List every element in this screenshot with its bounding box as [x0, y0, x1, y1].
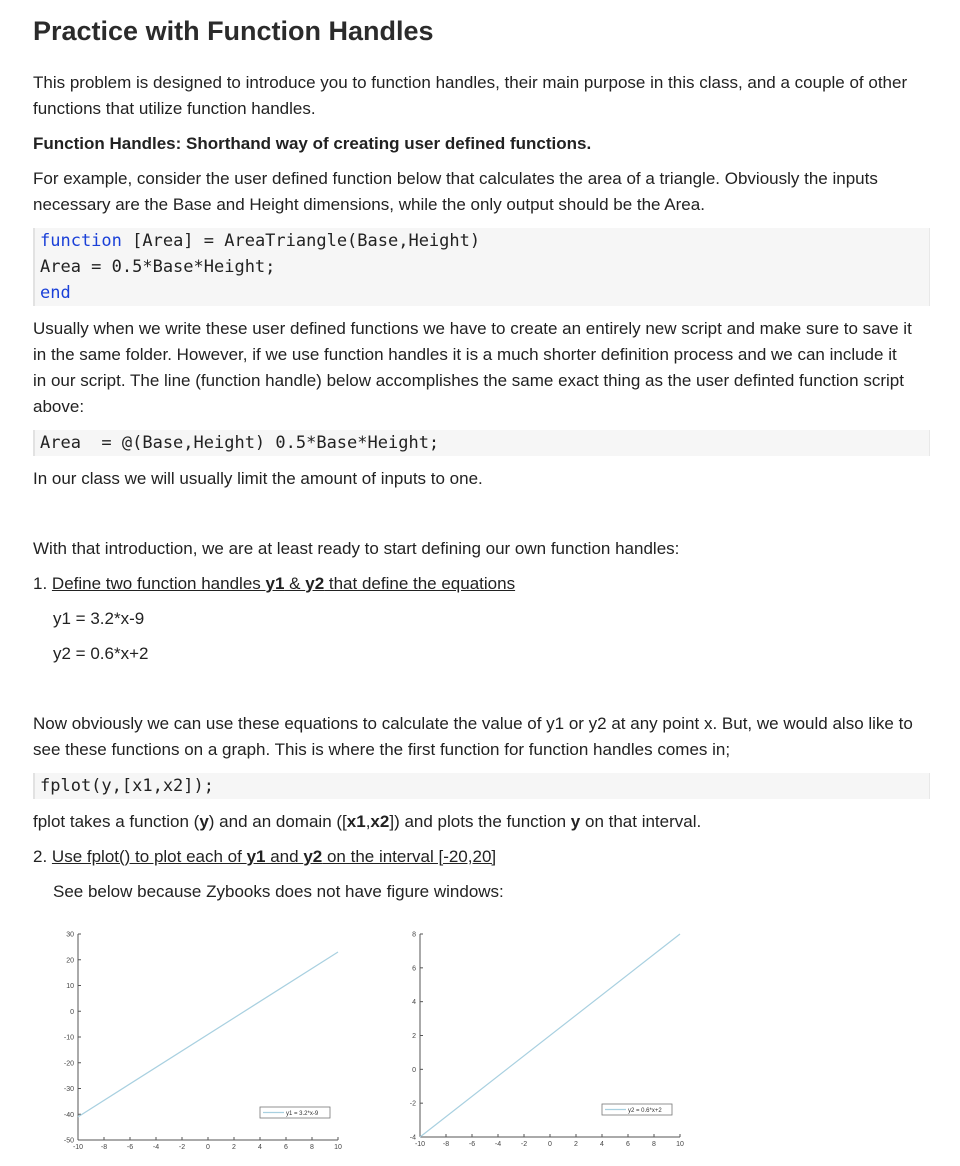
y-tick-label: 20 [66, 957, 74, 965]
step-number: 1. [33, 574, 48, 593]
y-tick-label: -2 [409, 1100, 416, 1108]
y-tick-label: 2 [412, 1033, 416, 1040]
x-tick-label: -6 [126, 1144, 134, 1151]
inputs-paragraph: In our class we will usually limit the amount of inputs to one. [33, 469, 483, 488]
var-y2: y2 [303, 847, 323, 866]
x-tick-label: -6 [468, 1141, 476, 1148]
y-tick-label: 6 [412, 965, 416, 973]
x-tick-label: 4 [258, 1144, 262, 1151]
code-line: [Area] = AreaTriangle(Base,Height) [121, 231, 481, 251]
x-tick-label: 8 [652, 1141, 656, 1148]
see-below-note: See below because Zybooks does not have figure windows: [53, 882, 504, 901]
x-tick-label: 4 [600, 1141, 604, 1148]
y-tick-label: 10 [66, 983, 74, 990]
var-y1: y1 [246, 847, 266, 866]
x-tick-label: -2 [520, 1141, 528, 1148]
x-tick-label: 10 [676, 1141, 684, 1148]
var-x1: x1 [346, 812, 366, 831]
x-tick-label: -10 [72, 1144, 84, 1151]
keyword-end: end [40, 283, 71, 303]
page-title: Practice with Function Handles [33, 16, 434, 46]
text: ) and an domain ([ [208, 812, 347, 831]
code-block-fplot: fplot(y,[x1,x2]); [33, 773, 930, 799]
equation-y2: y2 = 0.6*x+2 [53, 644, 149, 663]
code-line: Area = 0.5*Base*Height; [40, 257, 276, 277]
x-tick-label: 2 [574, 1141, 578, 1148]
y-tick-label: -20 [63, 1060, 74, 1068]
y-tick-label: 0 [412, 1066, 416, 1074]
x-tick-label: 8 [310, 1144, 314, 1151]
ready-paragraph: With that introduction, we are at least ready to start defining our own function handles: [33, 539, 680, 558]
y-tick-label: -4 [409, 1134, 416, 1142]
section-heading: Function Handles: Shorthand way of creating user defined functions. [33, 134, 592, 153]
graph-paragraph: Now obviously we can use these equations to calculate the value of y1 or y2 at any point x. But, we would also like to see these functions on a graph. This is where the first function for function handles comes in; [33, 714, 913, 759]
step-2 [33, 844, 913, 870]
y-tick-label: -30 [63, 1086, 74, 1093]
step-text: Use fplot() to plot each of [51, 847, 247, 866]
legend-label: y2 = 0.6*x+2 [628, 1108, 662, 1114]
x-tick-label: 0 [206, 1144, 210, 1151]
legend-label: y1 = 3.2*x-9 [286, 1111, 319, 1117]
text: on that interval. [580, 812, 702, 831]
keyword-function: function [40, 231, 122, 251]
step-1-instruction [52, 574, 515, 593]
var-x2: x2 [370, 812, 390, 831]
fplot-figures [0, 920, 960, 1166]
example-paragraph: For example, consider the user defined function below that calculates the area of a triangle. Obviously the inputs necessary are the Base and Height dimensions, while the only output should be the Area. [33, 169, 878, 214]
x-tick-label: 10 [334, 1144, 342, 1151]
x-tick-label: 2 [232, 1144, 236, 1151]
y-tick-label: 4 [412, 999, 416, 1007]
intro-paragraph: This problem is designed to introduce you to function handles, their main purpose in this class, and a couple of other functions that utilize function handles. [33, 73, 908, 118]
equation-y1: y1 = 3.2*x-9 [53, 609, 145, 628]
x-tick-label: -4 [152, 1144, 160, 1151]
x-tick-label: 0 [548, 1141, 552, 1148]
text: fplot takes a function ( [33, 812, 200, 831]
x-tick-label: -2 [178, 1144, 186, 1151]
text: , [365, 812, 371, 831]
step-text: on the interval [-20,20] [322, 847, 497, 866]
var-y1: y1 [265, 574, 285, 593]
series-line [78, 952, 338, 1117]
x-tick-label: -8 [442, 1141, 450, 1148]
step-2-instruction [52, 847, 496, 866]
var-y2: y2 [305, 574, 325, 593]
x-tick-label: 6 [626, 1141, 630, 1148]
step-text: & [284, 574, 306, 593]
var-y: y [570, 812, 581, 831]
step-text: and [265, 847, 304, 866]
y-tick-label: -10 [63, 1034, 74, 1042]
x-tick-label: -8 [100, 1144, 108, 1151]
code-block-function [33, 228, 930, 306]
y-tick-label: -40 [63, 1111, 74, 1119]
fplot-description [33, 809, 913, 835]
text: ]) and plots the function [389, 812, 571, 831]
x-tick-label: -4 [494, 1141, 502, 1148]
step-text: Define two function handles [51, 574, 266, 593]
y-tick-label: -50 [63, 1137, 74, 1145]
y-tick-label: 8 [412, 931, 416, 939]
code-block-handle: Area = @(Base,Height) 0.5*Base*Height; [33, 430, 930, 456]
y-tick-label: 0 [70, 1008, 74, 1016]
step-number: 2. [33, 847, 48, 866]
step-text: that define the equations [324, 574, 516, 593]
x-tick-label: 6 [284, 1144, 288, 1151]
step-1 [33, 571, 913, 597]
x-tick-label: -10 [414, 1141, 426, 1148]
y-tick-label: 30 [66, 931, 74, 939]
var-y: y [199, 812, 209, 831]
usually-paragraph: Usually when we write these user defined functions we have to create an entirely new script and make sure to save it in the same folder. However, if we use function handles it is a much shorter definition process and we can include it in our script. The line (function handle) below accomplishes the same exact thing as the user definted function script above: [33, 319, 912, 416]
